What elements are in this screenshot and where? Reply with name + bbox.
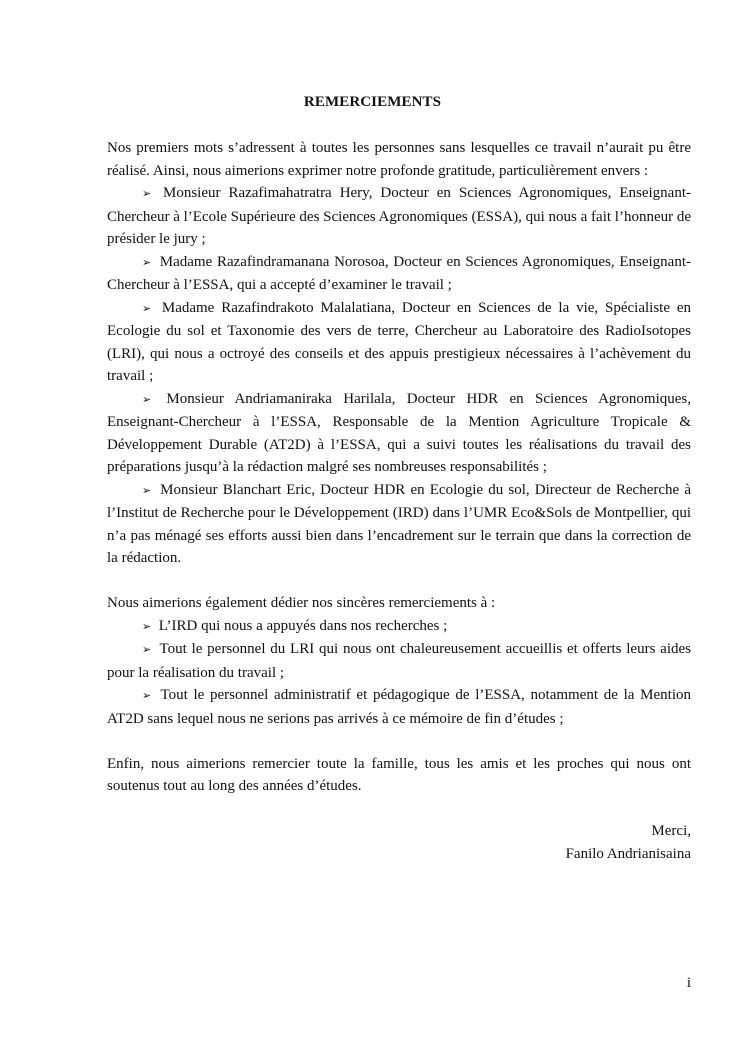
arrow-bullet-icon: ➢	[142, 483, 152, 497]
arrow-bullet-icon: ➢	[142, 255, 152, 269]
arrow-bullet-icon: ➢	[142, 187, 152, 200]
jury-item-text: Monsieur Andriamaniraka Harilala, Docteur HDR en Sciences Agronomiques, Enseignant-Chercheur à l’ESSA, Responsable de la Mention Agriculture Tropicale & Développement Durable (AT2D) à l’ESSA, qui a suivi toutes les réalisations du travail des préparations jusqu’à la rédaction malgré ses nombreuses responsabilités ;	[107, 390, 691, 475]
paragraph-spacer	[107, 570, 691, 593]
jury-item-3	[107, 297, 691, 388]
arrow-bullet-icon: ➢	[142, 643, 152, 656]
jury-item-text: Monsieur Blanchart Eric, Docteur HDR en Ecologie du sol, Directeur de Recherche à l’Institut de Recherche pour le Développement (IRD) dans l’UMR Eco&Sols de Montpellier, qui n’a pas ménagé ses efforts aussi bien dans l’encadrement sur le terrain que dans la correction de la rédaction.	[107, 481, 691, 566]
dedication-item-text: Tout le personnel administratif et pédagogique de l’ESSA, notamment de la Mention AT2D sans lequel nous ne serions pas arrivés à ce mémoire de fin d’études ;	[107, 687, 691, 727]
dedication-item-text: L’IRD qui nous a appuyés dans nos recherches ;	[158, 617, 448, 634]
signoff: Merci,	[651, 823, 691, 839]
arrow-bullet-icon: ➢	[142, 619, 152, 633]
jury-item-5	[107, 479, 691, 570]
acknowledgements-body	[107, 137, 691, 865]
page-title: REMERCIEMENTS	[303, 94, 442, 110]
author-name: Fanilo Andrianisaina	[565, 845, 691, 862]
intro-paragraph: Nos premiers mots s’adressent à toutes les personnes sans lesquelles ce travail n’aurait pu être réalisé. Ainsi, nous aimerions exprimer notre profonde gratitude, particulièrement envers :	[107, 140, 691, 179]
arrow-bullet-icon: ➢	[142, 392, 152, 406]
paragraph-spacer	[107, 798, 691, 821]
dedication-item-text: Tout le personnel du LRI qui nous ont chaleureusement accueillis et offerts leurs aides pour la réalisation du travail ;	[107, 641, 692, 681]
dedication-item-3	[107, 684, 691, 730]
page-number: i	[686, 975, 691, 991]
closing-paragraph: Enfin, nous aimerions remercier toute la famille, tous les amis et les proches qui nous ont soutenus tout au long des années d’études.	[107, 755, 691, 794]
arrow-bullet-icon: ➢	[142, 301, 152, 315]
dedication-item-2	[107, 638, 691, 684]
jury-item-text: Madame Razafindramanana Norosoa, Docteur en Sciences Agronomiques, Enseignant-Chercheur à l’ESSA, qui a accepté d’examiner le travail ;	[107, 253, 691, 293]
dedication-intro: Nous aimerions également dédier nos sincères remerciements à :	[107, 595, 496, 611]
jury-item-text: Monsieur Razafimahatratra Hery, Docteur en Sciences Agronomiques, Enseignant-Chercheur à l’Ecole Supérieure des Sciences Agronomiques (ESSA), qui nous a fait l’honneur de présider le jury ;	[107, 185, 692, 247]
jury-item-4	[107, 388, 691, 479]
jury-item-1	[107, 182, 691, 251]
paragraph-spacer	[107, 730, 691, 753]
arrow-bullet-icon: ➢	[142, 689, 152, 702]
jury-item-text: Madame Razafindrakoto Malalatiana, Docteur en Sciences de la vie, Spécialiste en Ecologie du sol et Taxonomie des vers de terre, Chercheur au Laboratoire des RadioIsotopes (LRI), qui nous a octroyé des conseils et des appuis prestigieux nécessaires à l’achèvement du travail ;	[107, 299, 691, 384]
dedication-item-1	[107, 615, 691, 639]
jury-item-2	[107, 251, 691, 297]
